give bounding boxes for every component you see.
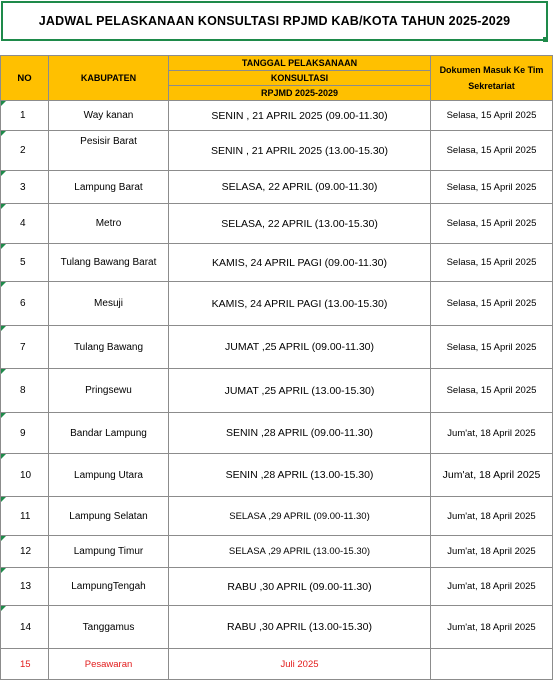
cell-no	[1, 649, 49, 680]
cell-no	[1, 282, 49, 326]
cell-kabupaten: Pesisir Barat	[49, 131, 169, 171]
cell-kabupaten: Metro	[49, 204, 169, 244]
cell-marker-icon	[1, 568, 6, 573]
cell-marker-icon	[1, 326, 6, 331]
cell-no	[1, 131, 49, 171]
cell-dokumen: Jum'at, 18 April 2025	[431, 497, 553, 536]
header-konsultasi: KONSULTASI	[169, 71, 431, 86]
cell-marker-icon	[1, 369, 6, 374]
cell-kabupaten: LampungTengah	[49, 568, 169, 606]
header-tanggal-pelaksanaan: TANGGAL PELAKSANAAN	[169, 56, 431, 71]
cell-tanggal: KAMIS, 24 APRIL PAGI (09.00-11.30)	[169, 244, 431, 282]
cell-dokumen: Jum'at, 18 April 2025	[431, 606, 553, 649]
cell-tanggal: SELASA ,29 APRIL (09.00-11.30)	[169, 497, 431, 536]
cell-kabupaten: Way kanan	[49, 101, 169, 131]
cell-kabupaten: Pesawaran	[49, 649, 169, 680]
cell-dokumen: Selasa, 15 April 2025	[431, 369, 553, 413]
table-row	[1, 326, 553, 369]
row-number: 15	[20, 658, 31, 670]
cell-tanggal: SENIN , 21 APRIL 2025 (09.00-11.30)	[169, 101, 431, 131]
row-number: 10	[20, 469, 32, 481]
cell-dokumen: Selasa, 15 April 2025	[431, 204, 553, 244]
cell-marker-icon	[1, 536, 6, 541]
table-row	[1, 131, 553, 171]
cell-kabupaten: Tulang Bawang Barat	[49, 244, 169, 282]
cell-dokumen: Jum'at, 18 April 2025	[431, 454, 553, 497]
cell-no	[1, 101, 49, 131]
cell-marker-icon	[1, 131, 6, 136]
cell-tanggal: SENIN ,28 APRIL (13.00-15.30)	[169, 454, 431, 497]
table-row	[1, 413, 553, 454]
cell-marker-icon	[1, 282, 6, 287]
cell-no	[1, 497, 49, 536]
row-number: 3	[20, 181, 26, 193]
cell-no	[1, 606, 49, 649]
row-number: 2	[20, 145, 26, 156]
table-row	[1, 171, 553, 204]
cell-marker-icon	[1, 497, 6, 502]
cell-tanggal: SELASA ,29 APRIL (13.00-15.30)	[169, 536, 431, 568]
table-row	[1, 369, 553, 413]
cell-tanggal: JUMAT ,25 APRIL (13.00-15.30)	[169, 369, 431, 413]
cell-kabupaten: Bandar Lampung	[49, 413, 169, 454]
table-row	[1, 454, 553, 497]
table-row	[1, 568, 553, 606]
cell-tanggal: JUMAT ,25 APRIL (09.00-11.30)	[169, 326, 431, 369]
table-row	[1, 497, 553, 536]
cell-kabupaten: Lampung Barat	[49, 171, 169, 204]
cell-dokumen: Jum'at, 18 April 2025	[431, 536, 553, 568]
cell-tanggal: Juli 2025	[169, 649, 431, 680]
row-number: 1	[20, 110, 26, 121]
row-number: 5	[20, 257, 26, 268]
row-number: 14	[20, 621, 32, 633]
cell-no	[1, 536, 49, 568]
table-row	[1, 244, 553, 282]
cell-dokumen: Selasa, 15 April 2025	[431, 244, 553, 282]
row-number: 12	[20, 546, 32, 557]
cell-no	[1, 171, 49, 204]
page-title: JADWAL PELASKANAAN KONSULTASI RPJMD KAB/KOTA TAHUN 2025-2029	[38, 14, 511, 28]
row-number: 8	[20, 385, 26, 396]
cell-kabupaten: Tanggamus	[49, 606, 169, 649]
table-row	[1, 649, 553, 680]
cell-tanggal: SENIN , 21 APRIL 2025 (13.00-15.30)	[169, 131, 431, 171]
cell-dokumen	[431, 649, 553, 680]
table-row	[1, 204, 553, 244]
cell-no	[1, 568, 49, 606]
cell-no	[1, 204, 49, 244]
header-rpjmd: RPJMD 2025-2029	[169, 86, 431, 101]
cell-marker-icon	[1, 244, 6, 249]
cell-marker-icon	[1, 101, 6, 106]
row-number: 13	[20, 581, 32, 592]
header-kabupaten: KABUPATEN	[49, 56, 169, 101]
cell-tanggal: KAMIS, 24 APRIL PAGI (13.00-15.30)	[169, 282, 431, 326]
row-number: 7	[20, 341, 26, 353]
cell-dokumen: Jum'at, 18 April 2025	[431, 568, 553, 606]
cell-kabupaten: Pringsewu	[49, 369, 169, 413]
table-row	[1, 606, 553, 649]
cell-kabupaten: Lampung Utara	[49, 454, 169, 497]
row-number: 4	[20, 218, 26, 229]
cell-dokumen: Selasa, 15 April 2025	[431, 131, 553, 171]
cell-tanggal: RABU ,30 APRIL (13.00-15.30)	[169, 606, 431, 649]
cell-tanggal: RABU ,30 APRIL (09.00-11.30)	[169, 568, 431, 606]
cell-tanggal: SELASA, 22 APRIL (09.00-11.30)	[169, 171, 431, 204]
cell-dokumen: Selasa, 15 April 2025	[431, 171, 553, 204]
cell-no	[1, 369, 49, 413]
title-box	[1, 1, 548, 41]
cell-marker-icon	[1, 171, 6, 176]
cell-kabupaten: Lampung Selatan	[49, 497, 169, 536]
cell-marker-icon	[1, 204, 6, 209]
table-row	[1, 536, 553, 568]
cell-no	[1, 244, 49, 282]
row-number: 6	[20, 298, 26, 309]
header-no: NO	[1, 56, 49, 101]
cell-dokumen: Jum'at, 18 April 2025	[431, 413, 553, 454]
cell-no	[1, 413, 49, 454]
cell-dokumen: Selasa, 15 April 2025	[431, 101, 553, 131]
cell-tanggal: SELASA, 22 APRIL (13.00-15.30)	[169, 204, 431, 244]
schedule-table-body	[1, 101, 553, 680]
cell-kabupaten: Mesuji	[49, 282, 169, 326]
cell-corner-marker	[543, 37, 548, 42]
schedule-table	[0, 55, 553, 680]
cell-marker-icon	[1, 454, 6, 459]
cell-kabupaten: Lampung Timur	[49, 536, 169, 568]
cell-no	[1, 454, 49, 497]
cell-tanggal: SENIN ,28 APRIL (09.00-11.30)	[169, 413, 431, 454]
cell-kabupaten: Tulang Bawang	[49, 326, 169, 369]
table-row	[1, 282, 553, 326]
cell-no	[1, 326, 49, 369]
header-dokumen-masuk: Dokumen Masuk Ke Tim Sekretariat	[431, 56, 553, 101]
cell-dokumen: Selasa, 15 April 2025	[431, 326, 553, 369]
cell-dokumen: Selasa, 15 April 2025	[431, 282, 553, 326]
table-row	[1, 101, 553, 131]
row-number: 9	[20, 427, 26, 439]
row-number: 11	[20, 510, 31, 522]
cell-marker-icon	[1, 606, 6, 611]
cell-marker-icon	[1, 413, 6, 418]
